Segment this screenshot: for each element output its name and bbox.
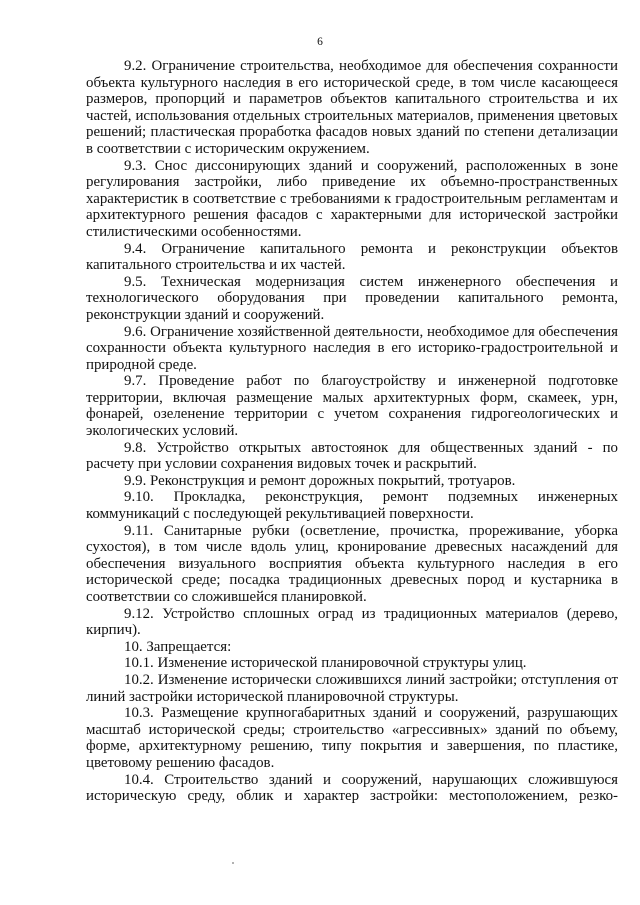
paragraph-9-7: 9.7. Проведение работ по благоустройству и инженерной подготовке территории, включая размещение малых архитектурных форм, скамеек, урн, фонарей, озеленение территории с учетом сохранения гидрогеологических и экологических условий. [86, 373, 618, 440]
document-body [86, 58, 618, 805]
paragraph-10-1: 10.1. Изменение исторической планировочной структуры улиц. [124, 655, 527, 672]
paragraph-9-2: 9.2. Ограничение строительства, необходимое для обеспечения сохранности объекта культурного наследия в его исторической среде, в том числе касающееся размеров, пропорций и параметров объектов капитального строительства и их частей, использования отдельных строительных материалов, применения цветовых решений; пластическая проработка фасадов новых зданий по степени детализации в соответствии с историческим окружением. [86, 58, 618, 157]
paragraph-9-9: 9.9. Реконструкция и ремонт дорожных покрытий, тротуаров. [124, 472, 516, 489]
paragraph-9-8: 9.8. Устройство открытых автостоянок для общественных зданий - по расчету при условии сохранения видовых точек и раскрытий. [86, 439, 618, 473]
paragraph-10-4: 10.4. Строительство зданий и сооружений, нарушающих сложившуюся историческую среду, облик и характер застройки: местоположением, резко- [86, 771, 618, 805]
page-number: 6 [317, 36, 323, 48]
paragraph-9-5: 9.5. Техническая модернизация систем инженерного обеспечения и технологического оборудования при проведении капитального ремонта, реконструкции зданий и сооружений. [86, 273, 618, 323]
paragraph-10-2: 10.2. Изменение исторически сложившихся линий застройки; отступления от линий застройки исторической планировочной структуры. [86, 671, 618, 705]
scan-speck [232, 862, 234, 864]
paragraph-9-4: 9.4. Ограничение капитального ремонта и реконструкции объектов капитального строительства и их частей. [86, 240, 618, 274]
paragraph-9-10: 9.10. Прокладка, реконструкция, ремонт подземных инженерных коммуникаций с последующей рекультивацией поверхности. [86, 489, 618, 523]
paragraph-10-3: 10.3. Размещение крупногабаритных зданий и сооружений, разрушающих масштаб исторической среды; строительство «агрессивных» зданий по объему, форме, архитектурному решению, типу покрытия и завершения, по пластике, цветовому решению фасадов. [86, 705, 618, 771]
paragraph-9-3: 9.3. Снос диссонирующих зданий и сооружений, расположенных в зоне регулирования застройки, либо приведение их объемно-пространственных характеристик в соответствие с требованиями к градостроительным регламентам и архитектурного решения фасадов с характерными для исторической застройки стилистическими особенностями. [86, 157, 618, 240]
paragraph-9-6: 9.6. Ограничение хозяйственной деятельности, необходимое для обеспечения сохранности объекта культурного наследия в его историко-градостроительной и природной среде. [86, 323, 618, 373]
paragraph-9-12: 9.12. Устройство сплошных оград из традиционных материалов (дерево, кирпич). [86, 605, 618, 639]
paragraph-10-heading: 10. Запрещается: [124, 638, 232, 655]
paragraph-9-11: 9.11. Санитарные рубки (осветление, прочистка, прореживание, уборка сухостоя), в том числе вдоль улиц, кронирование древесных насаждений для обеспечения визуального восприятия объекта культурного наследия в его исторической среде; посадка традиционных древесных пород и кустарника в соответствии со сложившейся планировкой. [86, 522, 618, 605]
